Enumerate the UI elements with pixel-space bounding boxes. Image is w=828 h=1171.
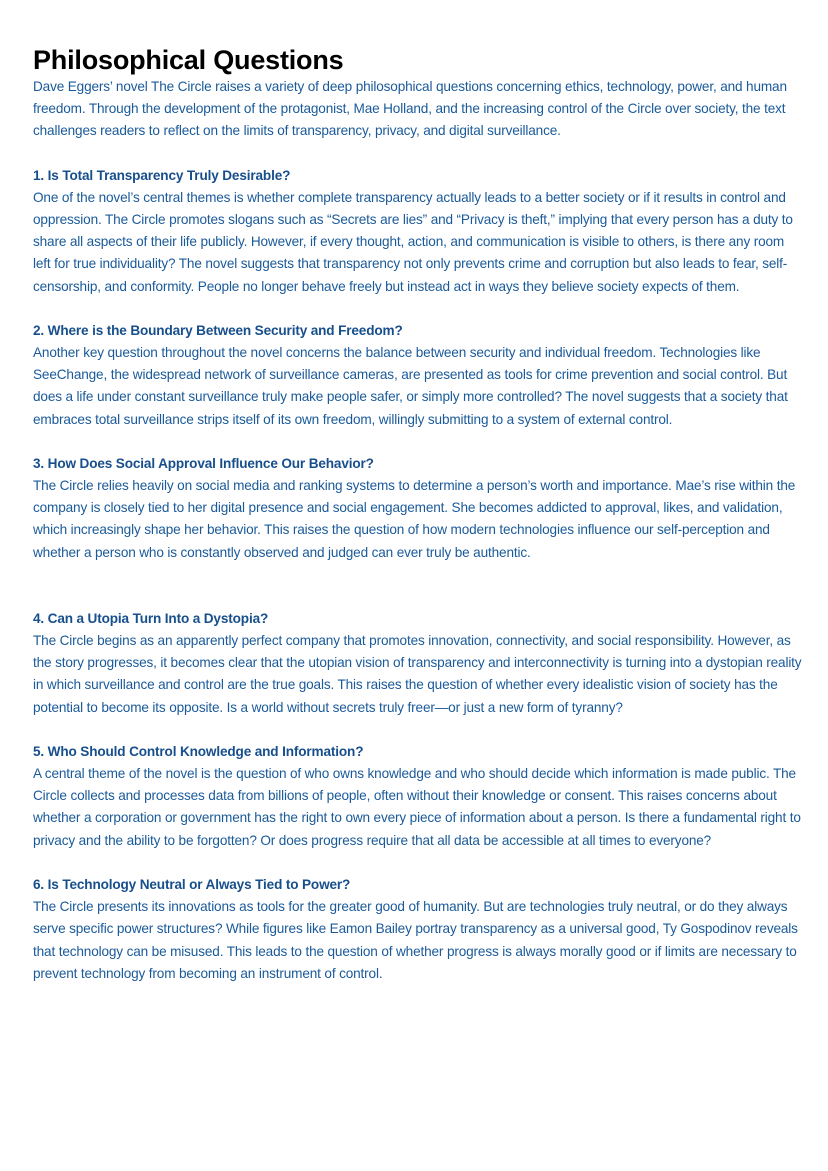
section-body: Another key question throughout the novel concerns the balance between security and individual freedom. Technologies like SeeChange, the widespread network of surveillance cameras, are presented as tools for crime prevention and social control. But does a life under constant surveillance truly make people safer, or simply more controlled? The novel suggests that a society that embraces total surveillance strips itself of its own freedom, willingly submitting to a system of external control.: [33, 345, 788, 427]
section-utopia-dystopia: [33, 608, 803, 719]
section-knowledge-control: [33, 741, 803, 852]
section-heading: 2. Where is the Boundary Between Security and Freedom?: [33, 322, 403, 338]
section-body: The Circle relies heavily on social media and ranking systems to determine a person’s worth and importance. Mae’s rise within the company is closely tied to her digital presence and social engagement. She becomes addicted to approval, likes, and validation, which increasingly shape her behavior. This raises the question of how modern technologies influence our self-perception and whether a person who is constantly observed and judged can ever truly be authentic.: [33, 478, 796, 560]
section-heading: 5. Who Should Control Knowledge and Information?: [33, 743, 364, 759]
intro-paragraph: Dave Eggers’ novel The Circle raises a variety of deep philosophical questions concerning ethics, technology, power, and human freedom. Through the development of the protagonist, Mae Holland, and the increasing control of the Circle over society, the text challenges readers to reflect on the limits of transparency, privacy, and digital surveillance.: [33, 79, 787, 139]
section-social-approval: [33, 453, 803, 564]
section-technology-power: [33, 874, 803, 985]
section-heading: 3. How Does Social Approval Influence Our Behavior?: [33, 455, 374, 471]
section-body: A central theme of the novel is the question of who owns knowledge and who should decide which information is made public. The Circle collects and processes data from billions of people, often without their knowledge or consent. This raises concerns about whether a corporation or government has the right to own every piece of information about a person. Is there a fundamental right to privacy and the ability to be forgotten? Or does progress require that all data be accessible at all times to everyone?: [33, 766, 801, 848]
section-heading: 6. Is Technology Neutral or Always Tied to Power?: [33, 876, 351, 892]
section-heading: 4. Can a Utopia Turn Into a Dystopia?: [33, 610, 269, 626]
page-title: Philosophical Questions: [33, 45, 344, 75]
section-transparency: [33, 165, 803, 298]
section-heading: 1. Is Total Transparency Truly Desirable?: [33, 167, 291, 183]
section-body: One of the novel’s central themes is whether complete transparency actually leads to a better society or if it results in control and oppression. The Circle promotes slogans such as “Secrets are lies” and “Privacy is theft,” implying that every person has a duty to share all aspects of their life publicly. However, if every thought, action, and communication is visible to others, is there any room left for true individuality? The novel suggests that transparency not only prevents crime and corruption but also leads to fear, self-censorship, and conformity. People no longer behave freely but instead act in ways they believe society expects of them.: [33, 189, 793, 294]
section-body: The Circle begins as an apparently perfect company that promotes innovation, connectivity, and social responsibility. However, as the story progresses, it becomes clear that the utopian vision of transparency and interconnectivity is turning into a dystopian reality in which surveillance and control are the true goals. This raises the question of whether every idealistic vision of society has the potential to become its opposite. Is a world without secrets truly freer—or just a new form of tyranny?: [33, 633, 802, 715]
section-body: The Circle presents its innovations as tools for the greater good of humanity. But are technologies truly neutral, or do they always serve specific power structures? While figures like Eamon Bailey portray transparency as a universal good, Ty Gospodinov reveals that technology can be misused. This leads to the question of whether progress is always morally good or if limits are necessary to prevent technology from becoming an instrument of control.: [33, 899, 798, 981]
section-security-freedom: [33, 320, 803, 431]
document-page: [33, 44, 803, 985]
